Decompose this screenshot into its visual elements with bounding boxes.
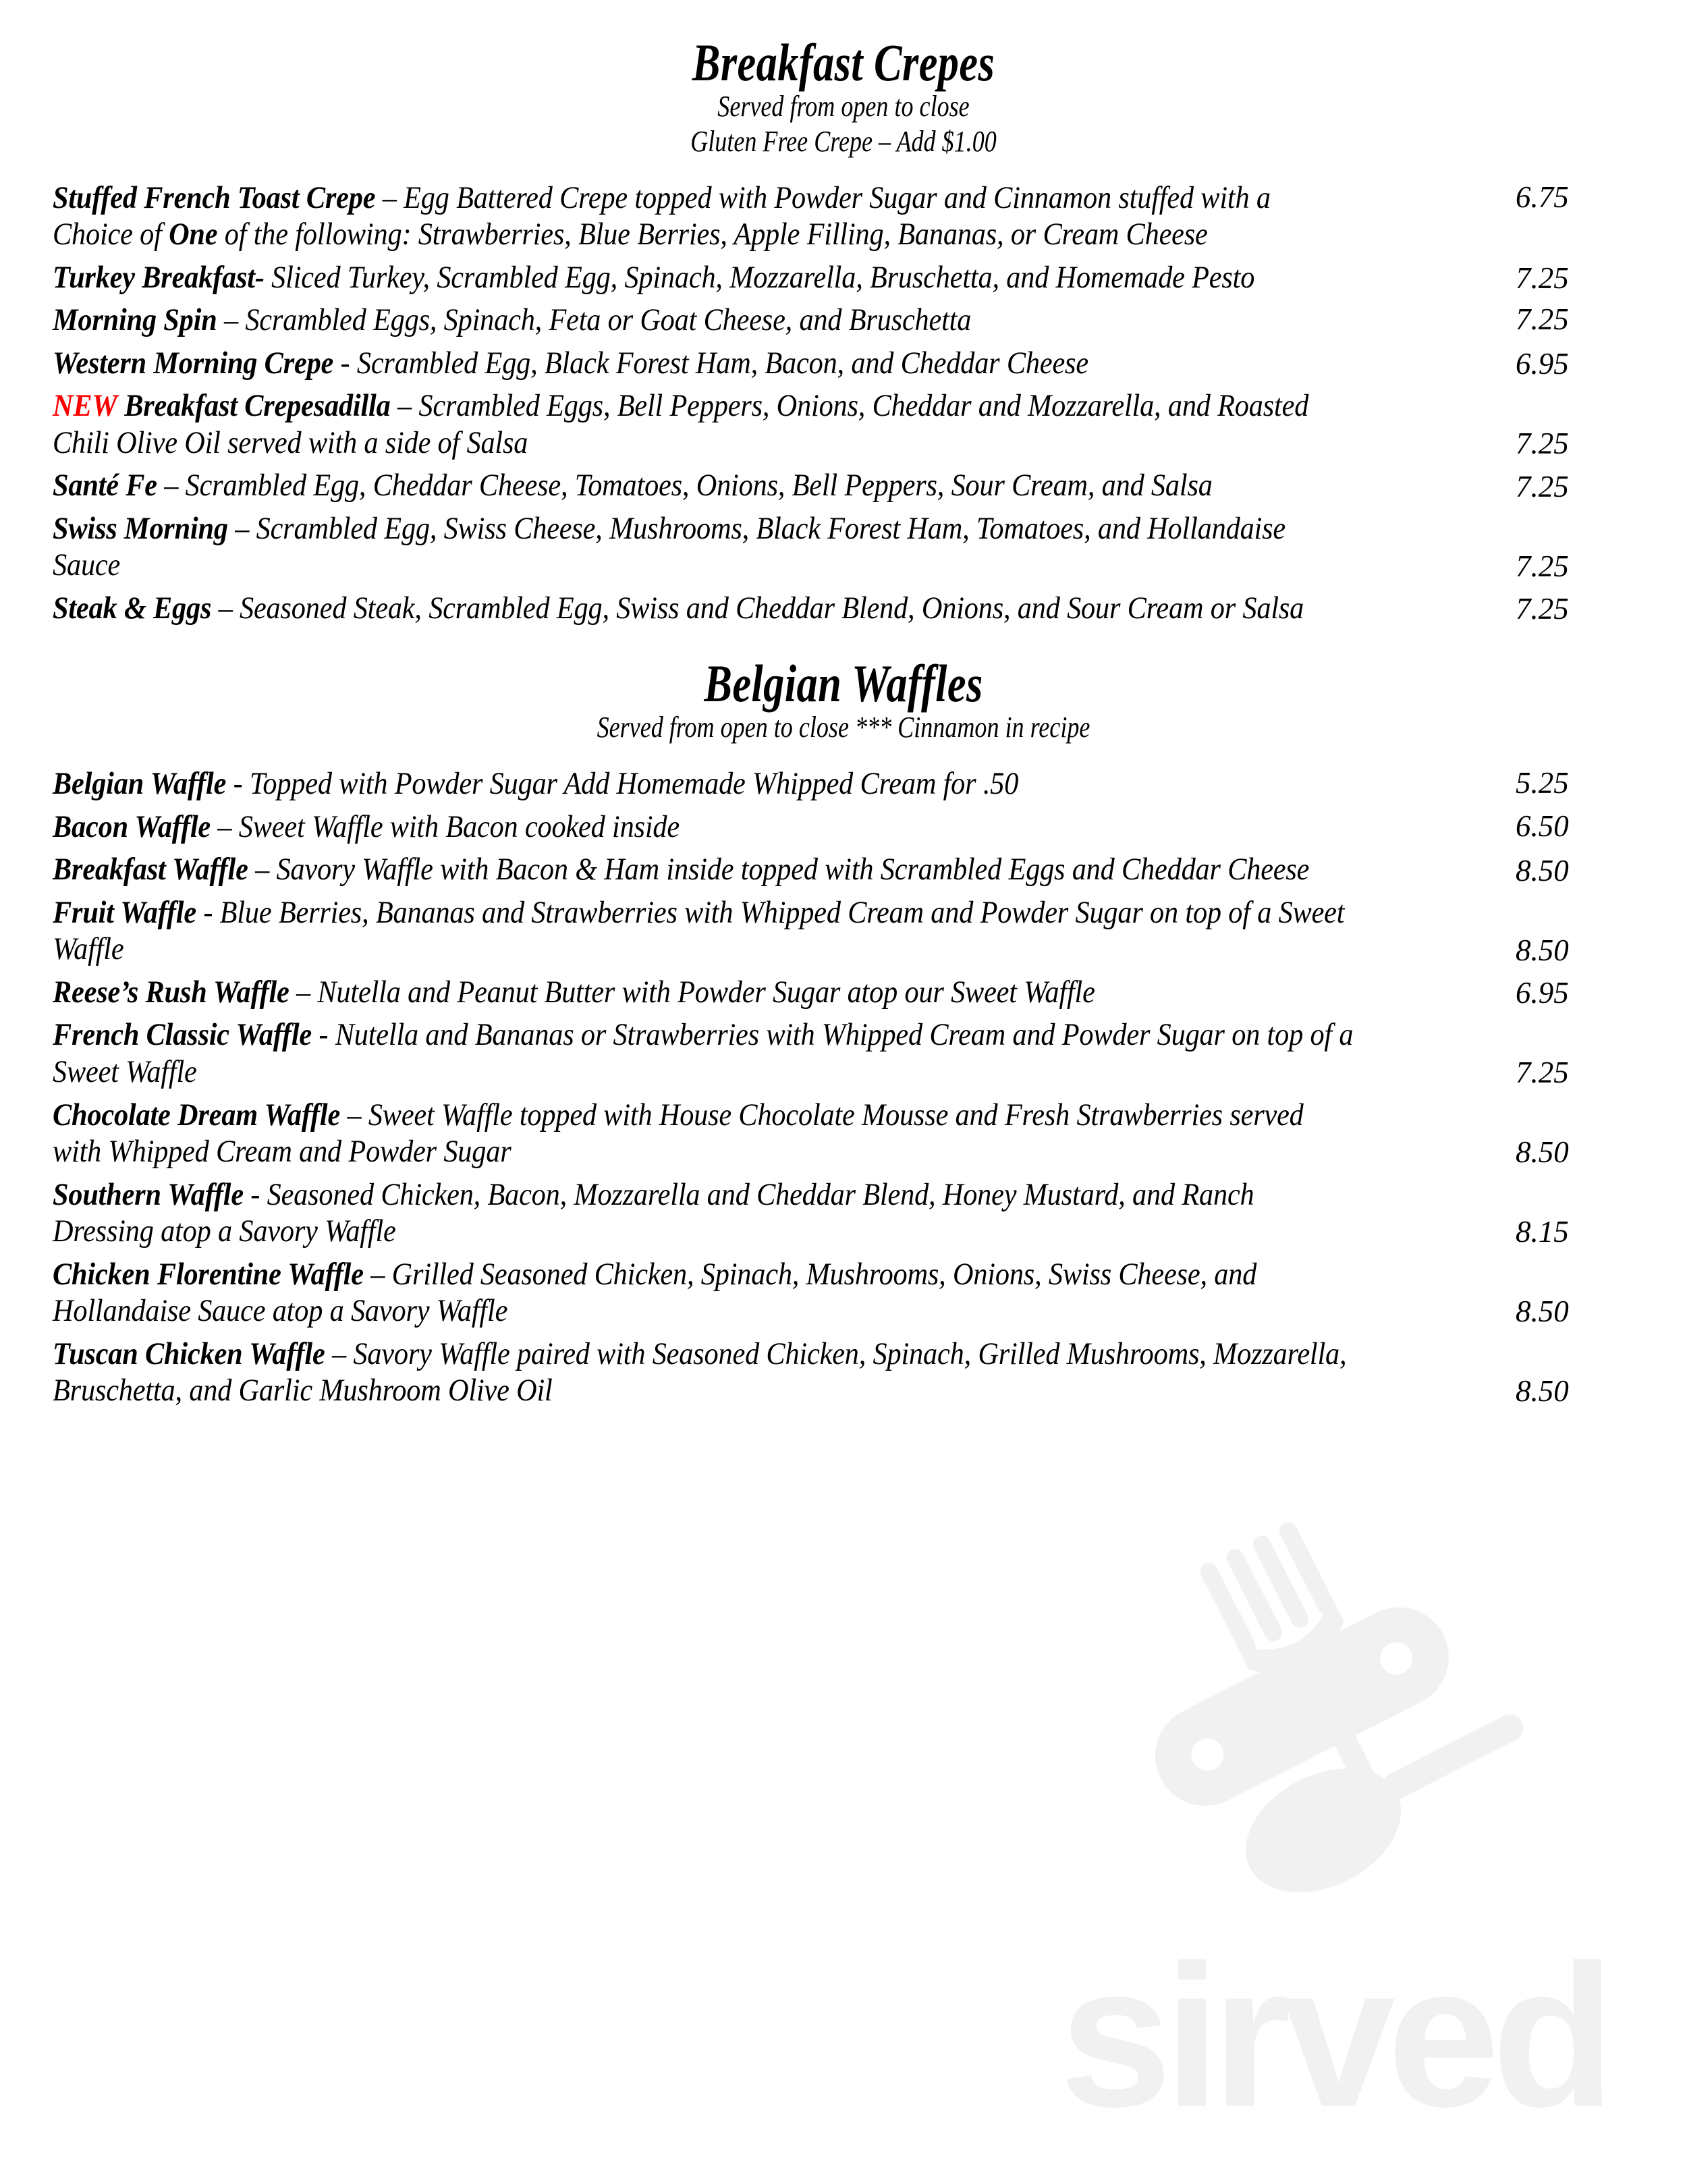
- menu-item[interactable]: [53, 467, 1634, 504]
- menu-item-price: 7.25: [1516, 592, 1569, 626]
- menu-item-price: 6.75: [1516, 180, 1569, 214]
- menu-item[interactable]: [53, 894, 1634, 968]
- menu-item[interactable]: [53, 1176, 1634, 1250]
- menu-item-text: [53, 387, 1355, 461]
- menu-item[interactable]: [53, 302, 1634, 339]
- section-subtitle-line-2: Gluten Free Crepe – Add $1.00: [690, 124, 997, 158]
- menu-item-price: 5.25: [1516, 766, 1569, 800]
- menu-item-text: [53, 180, 1355, 253]
- menu-item-name: Santé Fe: [53, 468, 157, 503]
- menu-item-separator: –: [340, 1097, 368, 1132]
- menu-item-name: Breakfast Crepesadilla: [124, 388, 391, 424]
- menu-item-description: Scrambled Egg, Cheddar Cheese, Tomatoes, Onions, Bell Peppers, Sour Cream, and Salsa: [185, 468, 1213, 503]
- menu-item-text: [53, 590, 1355, 627]
- menu-item-description: Blue Berries, Bananas and Strawberries with Whipped Cream and Powder Sugar on top of a Sweet Waffle: [53, 894, 1345, 967]
- menu-item-description: Scrambled Eggs, Spinach, Feta or Goat Cheese, and Bruschetta: [245, 302, 972, 338]
- menu-item-price: 6.95: [1516, 976, 1569, 1010]
- menu-item-description-b: of the following: Strawberries, Blue Berries, Apple Filling, Bananas, or Cream Cheese: [217, 217, 1208, 252]
- menu-item-description: Scrambled Egg, Black Forest Ham, Bacon, and Cheddar Cheese: [356, 345, 1088, 381]
- menu-item-price: 8.50: [1516, 1135, 1569, 1170]
- menu-item-separator: –: [211, 809, 239, 844]
- menu-item-description: Savory Waffle paired with Seasoned Chicken, Spinach, Grilled Mushrooms, Mozzarella, Bruschetta, and Garlic Mushroom Olive Oil: [53, 1336, 1347, 1409]
- menu-item-name: Swiss Morning: [53, 510, 228, 546]
- menu-item[interactable]: [53, 765, 1634, 802]
- menu-item-text: [53, 302, 1355, 339]
- menu-item[interactable]: [53, 1016, 1634, 1090]
- menu-item-separator: –: [363, 1256, 392, 1292]
- waffles-item-list: [53, 765, 1634, 1409]
- menu-item-separator: [265, 260, 271, 295]
- menu-item-separator: -: [196, 894, 220, 930]
- menu-item-name: Reese’s Rush Waffle: [53, 974, 289, 1010]
- menu-item-name: Chicken Florentine Waffle: [53, 1256, 364, 1292]
- menu-item-text: [53, 809, 1355, 846]
- menu-item-separator: –: [390, 388, 419, 424]
- menu-item-name: Stuffed French Toast Crepe: [53, 180, 376, 215]
- menu-item-text: [53, 894, 1355, 968]
- menu-item-name: Southern Waffle: [53, 1176, 244, 1212]
- menu-item-name: Bacon Waffle: [53, 809, 211, 844]
- menu-item-text: [53, 259, 1355, 296]
- menu-item-price: 8.15: [1516, 1215, 1569, 1249]
- menu-item-name: Western Morning Crepe: [53, 345, 334, 381]
- sirved-watermark: [1039, 1482, 1687, 2157]
- menu-item-separator: -: [333, 345, 357, 381]
- menu-item-price: 8.50: [1516, 933, 1569, 967]
- menu-item-price: 8.50: [1516, 1294, 1569, 1329]
- menu-item-separator: –: [211, 590, 240, 626]
- menu-item-name: Tuscan Chicken Waffle: [53, 1336, 325, 1371]
- menu-item[interactable]: [53, 1097, 1634, 1170]
- menu-item-price: 8.50: [1516, 853, 1569, 888]
- menu-item-name: Steak & Eggs: [53, 590, 212, 626]
- new-badge: NEW: [53, 388, 117, 424]
- menu-item-description: Nutella and Peanut Butter with Powder Sugar atop our Sweet Waffle: [317, 974, 1095, 1010]
- menu-item[interactable]: [53, 590, 1634, 627]
- menu-item-price: 6.50: [1516, 809, 1569, 843]
- menu-item-description: Sweet Waffle with Bacon cooked inside: [238, 809, 680, 844]
- menu-item[interactable]: [53, 1256, 1634, 1330]
- menu-item-description: Sliced Turkey, Scrambled Egg, Spinach, Mozzarella, Bruschetta, and Homemade Pesto: [271, 259, 1255, 295]
- menu-item-separator: –: [289, 974, 318, 1010]
- menu-item-separator: -: [243, 1176, 267, 1212]
- menu-item-description: Savory Waffle with Bacon & Ham inside topped with Scrambled Eggs and Cheddar Cheese: [276, 852, 1310, 888]
- menu-item-description: Scrambled Eggs, Bell Peppers, Onions, Cheddar and Mozzarella, and Roasted Chili Olive Oil served with a side of Salsa: [53, 388, 1309, 460]
- menu-item-separator: –: [227, 510, 256, 546]
- menu-item[interactable]: [53, 259, 1634, 296]
- menu-item-separator: -: [312, 1017, 335, 1053]
- menu-item-separator: -: [226, 766, 250, 802]
- section-subtitle-belgian-waffles: Served from open to close *** Cinnamon in recipe: [597, 711, 1090, 744]
- menu-item-text: [53, 510, 1355, 584]
- menu-item[interactable]: [53, 345, 1634, 382]
- menu-item-separator: –: [217, 302, 246, 338]
- watermark-text: sirved: [1059, 1922, 1607, 2149]
- menu-item-name: Chocolate Dream Waffle: [53, 1097, 341, 1132]
- menu-item-text: [53, 345, 1355, 382]
- menu-item-name: Fruit Waffle: [53, 894, 196, 930]
- menu-item-separator: –: [325, 1336, 354, 1371]
- menu-item-price: 7.25: [1516, 1056, 1569, 1090]
- menu-item-text: [53, 1016, 1355, 1090]
- menu-item-separator: –: [375, 180, 404, 215]
- menu-item-price: 8.50: [1516, 1374, 1569, 1409]
- menu-item-text: [53, 1256, 1355, 1330]
- menu-item[interactable]: [53, 851, 1634, 888]
- menu-item-text: [53, 1336, 1355, 1409]
- menu-item-text: [53, 851, 1355, 888]
- menu-item-price: 7.25: [1516, 261, 1569, 296]
- menu-item-text: [53, 467, 1355, 504]
- menu-item-description: Topped with Powder Sugar Add Homemade Whipped Cream for .50: [249, 766, 1019, 802]
- section-subtitle-line-1: Served from open to close: [717, 90, 970, 123]
- menu-item-price: 7.25: [1516, 427, 1569, 461]
- menu-item-separator: –: [248, 852, 277, 888]
- menu-item-price: 7.25: [1516, 302, 1569, 337]
- menu-item[interactable]: [53, 180, 1634, 253]
- menu-item-description: Grilled Seasoned Chicken, Spinach, Mushrooms, Onions, Swiss Cheese, and Hollandaise Sauce atop a Savory Waffle: [53, 1256, 1257, 1329]
- crepes-item-list: [53, 180, 1634, 627]
- menu-item[interactable]: [53, 510, 1634, 584]
- menu-item-name: Breakfast Waffle: [53, 852, 248, 888]
- menu-item-separator: –: [157, 468, 186, 503]
- menu-item[interactable]: [53, 809, 1634, 846]
- menu-item-name: Turkey Breakfast-: [53, 259, 265, 295]
- menu-item-description: Seasoned Steak, Scrambled Egg, Swiss and Cheddar Blend, Onions, and Sour Cream or Salsa: [239, 590, 1304, 626]
- menu-item-description: Seasoned Chicken, Bacon, Mozzarella and Cheddar Blend, Honey Mustard, and Ranch Dressing atop a Savory Waffle: [53, 1176, 1254, 1249]
- menu-item-name: Belgian Waffle: [53, 766, 227, 802]
- menu-item-description-a: Egg Battered Crepe topped with Powder Sugar and Cinnamon stuffed with a Choice of: [53, 180, 1271, 252]
- section-title-breakfast-crepes: Breakfast Crepes: [692, 33, 995, 92]
- menu-item-text: [53, 1097, 1355, 1170]
- menu-item-price: 7.25: [1516, 469, 1569, 503]
- menu-item-price: 7.25: [1516, 549, 1569, 583]
- menu-item-name: French Classic Waffle: [53, 1017, 312, 1053]
- menu-item-text: [53, 974, 1355, 1011]
- menu-item-description: Sweet Waffle topped with House Chocolate Mousse and Fresh Strawberries served with Whipped Cream and Powder Sugar: [53, 1097, 1304, 1170]
- menu-item[interactable]: [53, 974, 1634, 1011]
- menu-item-emphasis: One: [169, 217, 218, 252]
- fork-knife-spoon-icon: [1107, 1523, 1525, 1901]
- menu-item-name: Morning Spin: [53, 302, 217, 338]
- menu-item-description: Scrambled Egg, Swiss Cheese, Mushrooms, Black Forest Ham, Tomatoes, and Hollandaise Sauce: [53, 510, 1286, 583]
- menu-item-text: [53, 1176, 1355, 1250]
- menu-item[interactable]: [53, 1336, 1634, 1409]
- menu-item-price: 6.95: [1516, 347, 1569, 381]
- menu-item-description: Nutella and Bananas or Strawberries with Whipped Cream and Powder Sugar on top of a Sweet Waffle: [53, 1017, 1354, 1089]
- menu-item[interactable]: [53, 387, 1634, 461]
- section-title-belgian-waffles: Belgian Waffles: [704, 654, 983, 713]
- menu-item-text: [53, 765, 1355, 802]
